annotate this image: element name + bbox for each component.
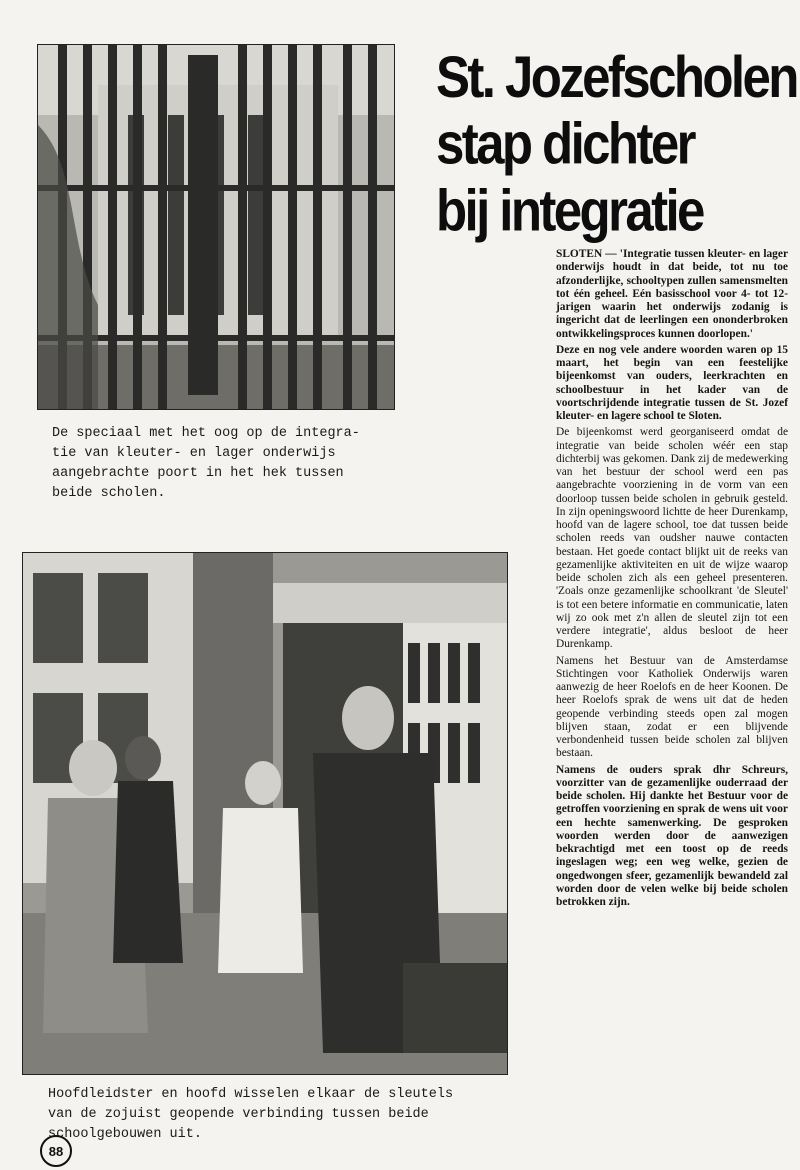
gate-photo <box>37 44 395 410</box>
article-dateline: SLOTEN — <box>556 248 617 260</box>
article-paragraph: Namens de ouders sprak dhr Schreurs, voorzitter van de gezamenlijke ouderraad der beide scholen. Hij dankte het Bestuur voor de getroffen voorziening en sprak de wens uit voor een hechte samenwerking. De gesproken woorden werden door de aanwezigen bekrachtigd met een toost op de reeds ingeslagen weg; een weg welke, gezien de ongedwongen sfeer, gezamenlijk bewandeld zal worden door de velen welke bij beide scholen betrokken zijn. <box>556 763 788 908</box>
article-headline <box>436 44 797 244</box>
headline-line: stap dichter <box>436 110 694 177</box>
article-body <box>556 248 788 912</box>
article-paragraph: Namens het Bestuur van de Amsterdamse Stichtingen voor Katholiek Onderwijs waren aanwezig de heer Roelofs en de heer Koonen. De heer Roelofs sprak de wens uit dat de heden geopende verbinding steeds open zal mogen blijven staan, zodat er een blijvende verbondenheid tussen beide scholen zal blijven bestaan. <box>556 654 788 760</box>
gate-photo-illustration <box>38 45 394 409</box>
article-paragraph-text: 'Integratie tussen kleuter- en lager onderwijs houdt in dat beide, tot nu toe afzonderlijke, schooltypen zullen samensmelten tot één geheel. Eén basisschool voor 4- tot 12-jarigen waarin het onderwijs zodanig is ingericht dat de leerlingen een ononderbroken ontwikkelingsproces kunnen doorlopen.' <box>556 248 788 340</box>
article-paragraph: Deze en nog vele andere woorden waren op 15 maart, het begin van een feestelijke bijeenkomst van ouders, leerkrachten en schoolbestuur in het kader van de voortschrijdende integratie tussen de St. Jozef kleuter- en lagere school te Sloten. <box>556 343 788 422</box>
group-photo <box>22 552 508 1075</box>
gate-photo-caption: De speciaal met het oog op de integra- tie van kleuter- en lager onderwijs aangebrachte poort in het hek tussen beide scholen. <box>52 426 360 501</box>
article-paragraph <box>556 248 788 341</box>
headline-line: St. Jozefscholen <box>436 44 797 110</box>
page-number: 88 <box>40 1135 72 1167</box>
group-photo-illustration <box>23 553 507 1074</box>
group-photo-caption: Hoofdleidster en hoofd wisselen elkaar de sleutels van de zojuist geopende verbinding tussen beide schoolgebouwen uit. <box>48 1087 454 1142</box>
article-paragraph: De bijeenkomst werd georganiseerd omdat de integratie van beide scholen wéér een stap dichterbij was gekomen. Dank zij de medewerking van het bestuur der school werd een pas aangebrachte voorziening in de vorm van een doorloop tussen beide scholen in gebruik gesteld. In zijn openingswoord lichtte de heer Durenkamp, hoofd van de lagere school, toe dat tussen beide scholen reeds van oudsher nauwe contacten bestaan. Het goede contact blijkt uit de reeks van gezamenlijke aktiviteiten en uit de wijze waarop beide scholen zich als een geheel presenteren. 'Zoals onze gezamenlijke schoolkrant 'de Sleutel' is tot een betere informatie en communicatie, laten wij zo ook met z'n allen de sleutel zijn tot een verdere integratie', aldus besloot de heer Durenkamp. <box>556 426 788 651</box>
headline-line: bij integratie <box>436 177 703 243</box>
